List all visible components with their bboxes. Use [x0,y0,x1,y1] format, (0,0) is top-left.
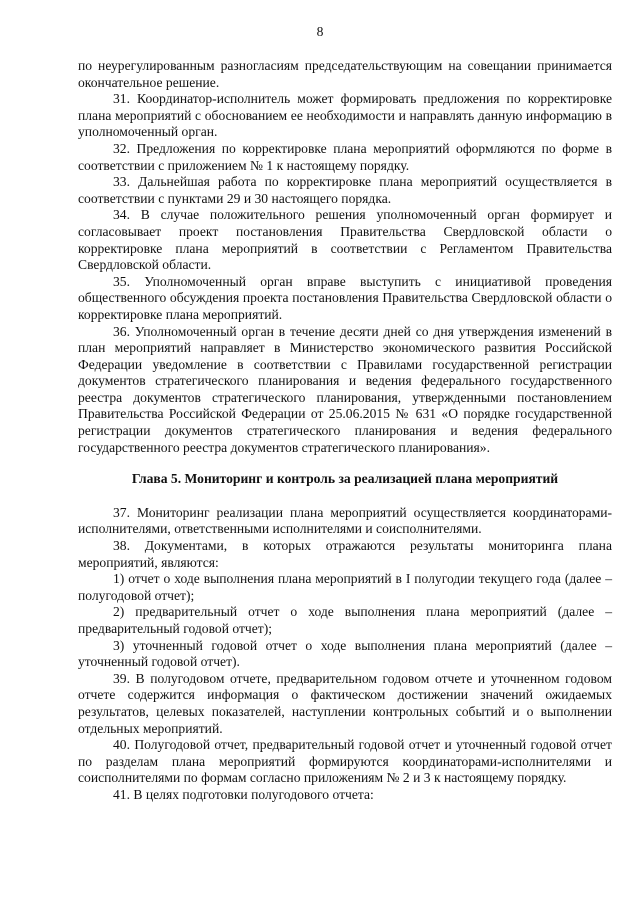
paragraph-39: 39. В полугодовом отчете, предварительном годовом отчете и уточненном годовом отчете содержится информация о фактическом достижении значений ожидаемых результатов, целевых показателей, наступлении контрольных событий и о выполнении отдельных мероприятий. [78,670,612,736]
list-item-1: 1) отчет о ходе выполнения плана мероприятий в I полугодии текущего года (далее – полугодовой отчет); [78,571,612,603]
paragraph-36: 36. Уполномоченный орган в течение десяти дней со дня утверждения изменений в план мероприятий направляет в Министерство экономического развития Российской Федерации уведомление в соответствии с Правилами государственной регистрации документов стратегического планирования и ведения федерального государственного реестра документов стратегического планирования, утвержденными постановлением Правительства Российской Федерации от 25.06.2015 № 631 «О порядке государственной регистрации документов стратегического планирования и ведения федерального государственного реестра документов стратегического планирования». [78,323,612,455]
page-number: 8 [316,24,324,39]
paragraph-31: 31. Координатор-исполнитель может формировать предложения по корректировке плана мероприятий с обоснованием ее необходимости и направлять данную информацию в уполномоченный орган. [78,91,612,140]
paragraph-38: 38. Документами, в которых отражаются результаты мониторинга плана мероприятий, являются: [78,538,612,570]
paragraph-35: 35. Уполномоченный орган вправе выступить с инициативой проведения общественного обсуждения проекта постановления Правительства Свердловской области о корректировке плана мероприятий. [78,273,612,322]
paragraph-33: 33. Дальнейшая работа по корректировке плана мероприятий осуществляется в соответствии с пунктами 29 и 30 настоящего порядка. [78,174,612,206]
document-body [78,58,612,804]
paragraph: по неурегулированным разногласиям председательствующим на совещании принимается окончательное решение. [78,58,612,90]
paragraph-32: 32. Предложения по корректировке плана мероприятий оформляются по форме в соответствии с приложением № 1 к настоящему порядку. [78,140,612,173]
paragraph-40: 40. Полугодовой отчет, предварительный годовой отчет и уточненный годовой отчет по разделам плана мероприятий формируются координаторами-исполнителями и соисполнителями по формам согласно приложениям № 2 и 3 к настоящему порядку. [78,737,612,786]
list-item-2: 2) предварительный отчет о ходе выполнения плана мероприятий (далее – предварительный годовой отчет); [78,604,612,636]
paragraph-41: 41. В целях подготовки полугодового отчета: [113,786,374,802]
paragraph-37: 37. Мониторинг реализации плана мероприятий осуществляется координаторами-исполнителями, ответственными исполнителями и соисполнителями. [78,504,612,537]
paragraph-34: 34. В случае положительного решения уполномоченный орган формирует и согласовывает проект постановления Правительства Свердловской области о корректировке плана мероприятий в соответствии с Регламентом Правительства Свердловской области. [78,207,612,273]
list-item-3: 3) уточненный годовой отчет о ходе выполнения плана мероприятий (далее – уточненный годовой отчет). [78,637,612,670]
chapter-heading: Глава 5. Мониторинг и контроль за реализацией плана мероприятий [131,471,559,487]
